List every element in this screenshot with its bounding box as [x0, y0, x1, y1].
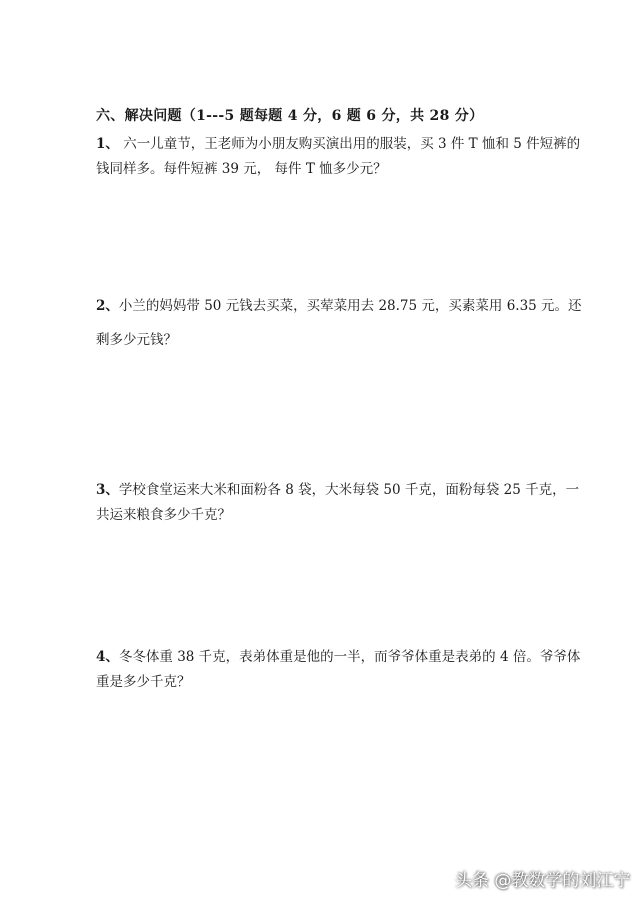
problem-1 [96, 132, 581, 182]
problem-2-text-1: 小兰的妈妈带 50 元钱去买菜，买荤菜用去 28.75 元，买素菜用 6.35 元。还 [118, 298, 582, 314]
problem-3-line-2: 共运来粮食多少千克？ [96, 507, 231, 523]
problem-3-text-1: 学校食堂运来大米和面粉各 8 袋，大米每袋 50 千克，面粉每袋 25 千克，一 [118, 482, 580, 498]
problem-4-line-2: 重是多少千克？ [96, 674, 191, 690]
problem-1-line-1 [96, 132, 581, 157]
watermark: 头条 @教数学的刘江宁 [455, 871, 631, 891]
section-title: 六、解决问题（1---5 题每题 4 分，6 题 6 分，共 28 分） [96, 108, 484, 124]
problem-2 [96, 289, 582, 357]
problem-2-number: 2、 [96, 298, 119, 314]
problem-3-line-1 [96, 478, 580, 503]
problem-2-line-1 [96, 289, 582, 323]
problem-4-text-1: 冬冬体重 38 千克，表弟体重是他的一半，而爷爷体重是表弟的 4 倍。爷爷体 [118, 649, 581, 665]
problem-1-text-1: 六一儿童节，王老师为小朋友购买演出用的服装，买 3 件 T 恤和 5 件短裤的 [118, 136, 581, 152]
problem-4-line-1 [96, 645, 581, 670]
problem-1-line-2: 钱同样多。每件短裤 39 元， 每件 T 恤多少元？ [96, 161, 387, 177]
problem-2-line-2: 剩多少元钱？ [96, 332, 177, 348]
problem-4-number: 4、 [96, 649, 119, 665]
problem-3-number: 3、 [96, 482, 119, 498]
problem-1-number: 1、 [96, 136, 119, 152]
problem-4 [96, 645, 581, 695]
problem-3 [96, 478, 580, 528]
